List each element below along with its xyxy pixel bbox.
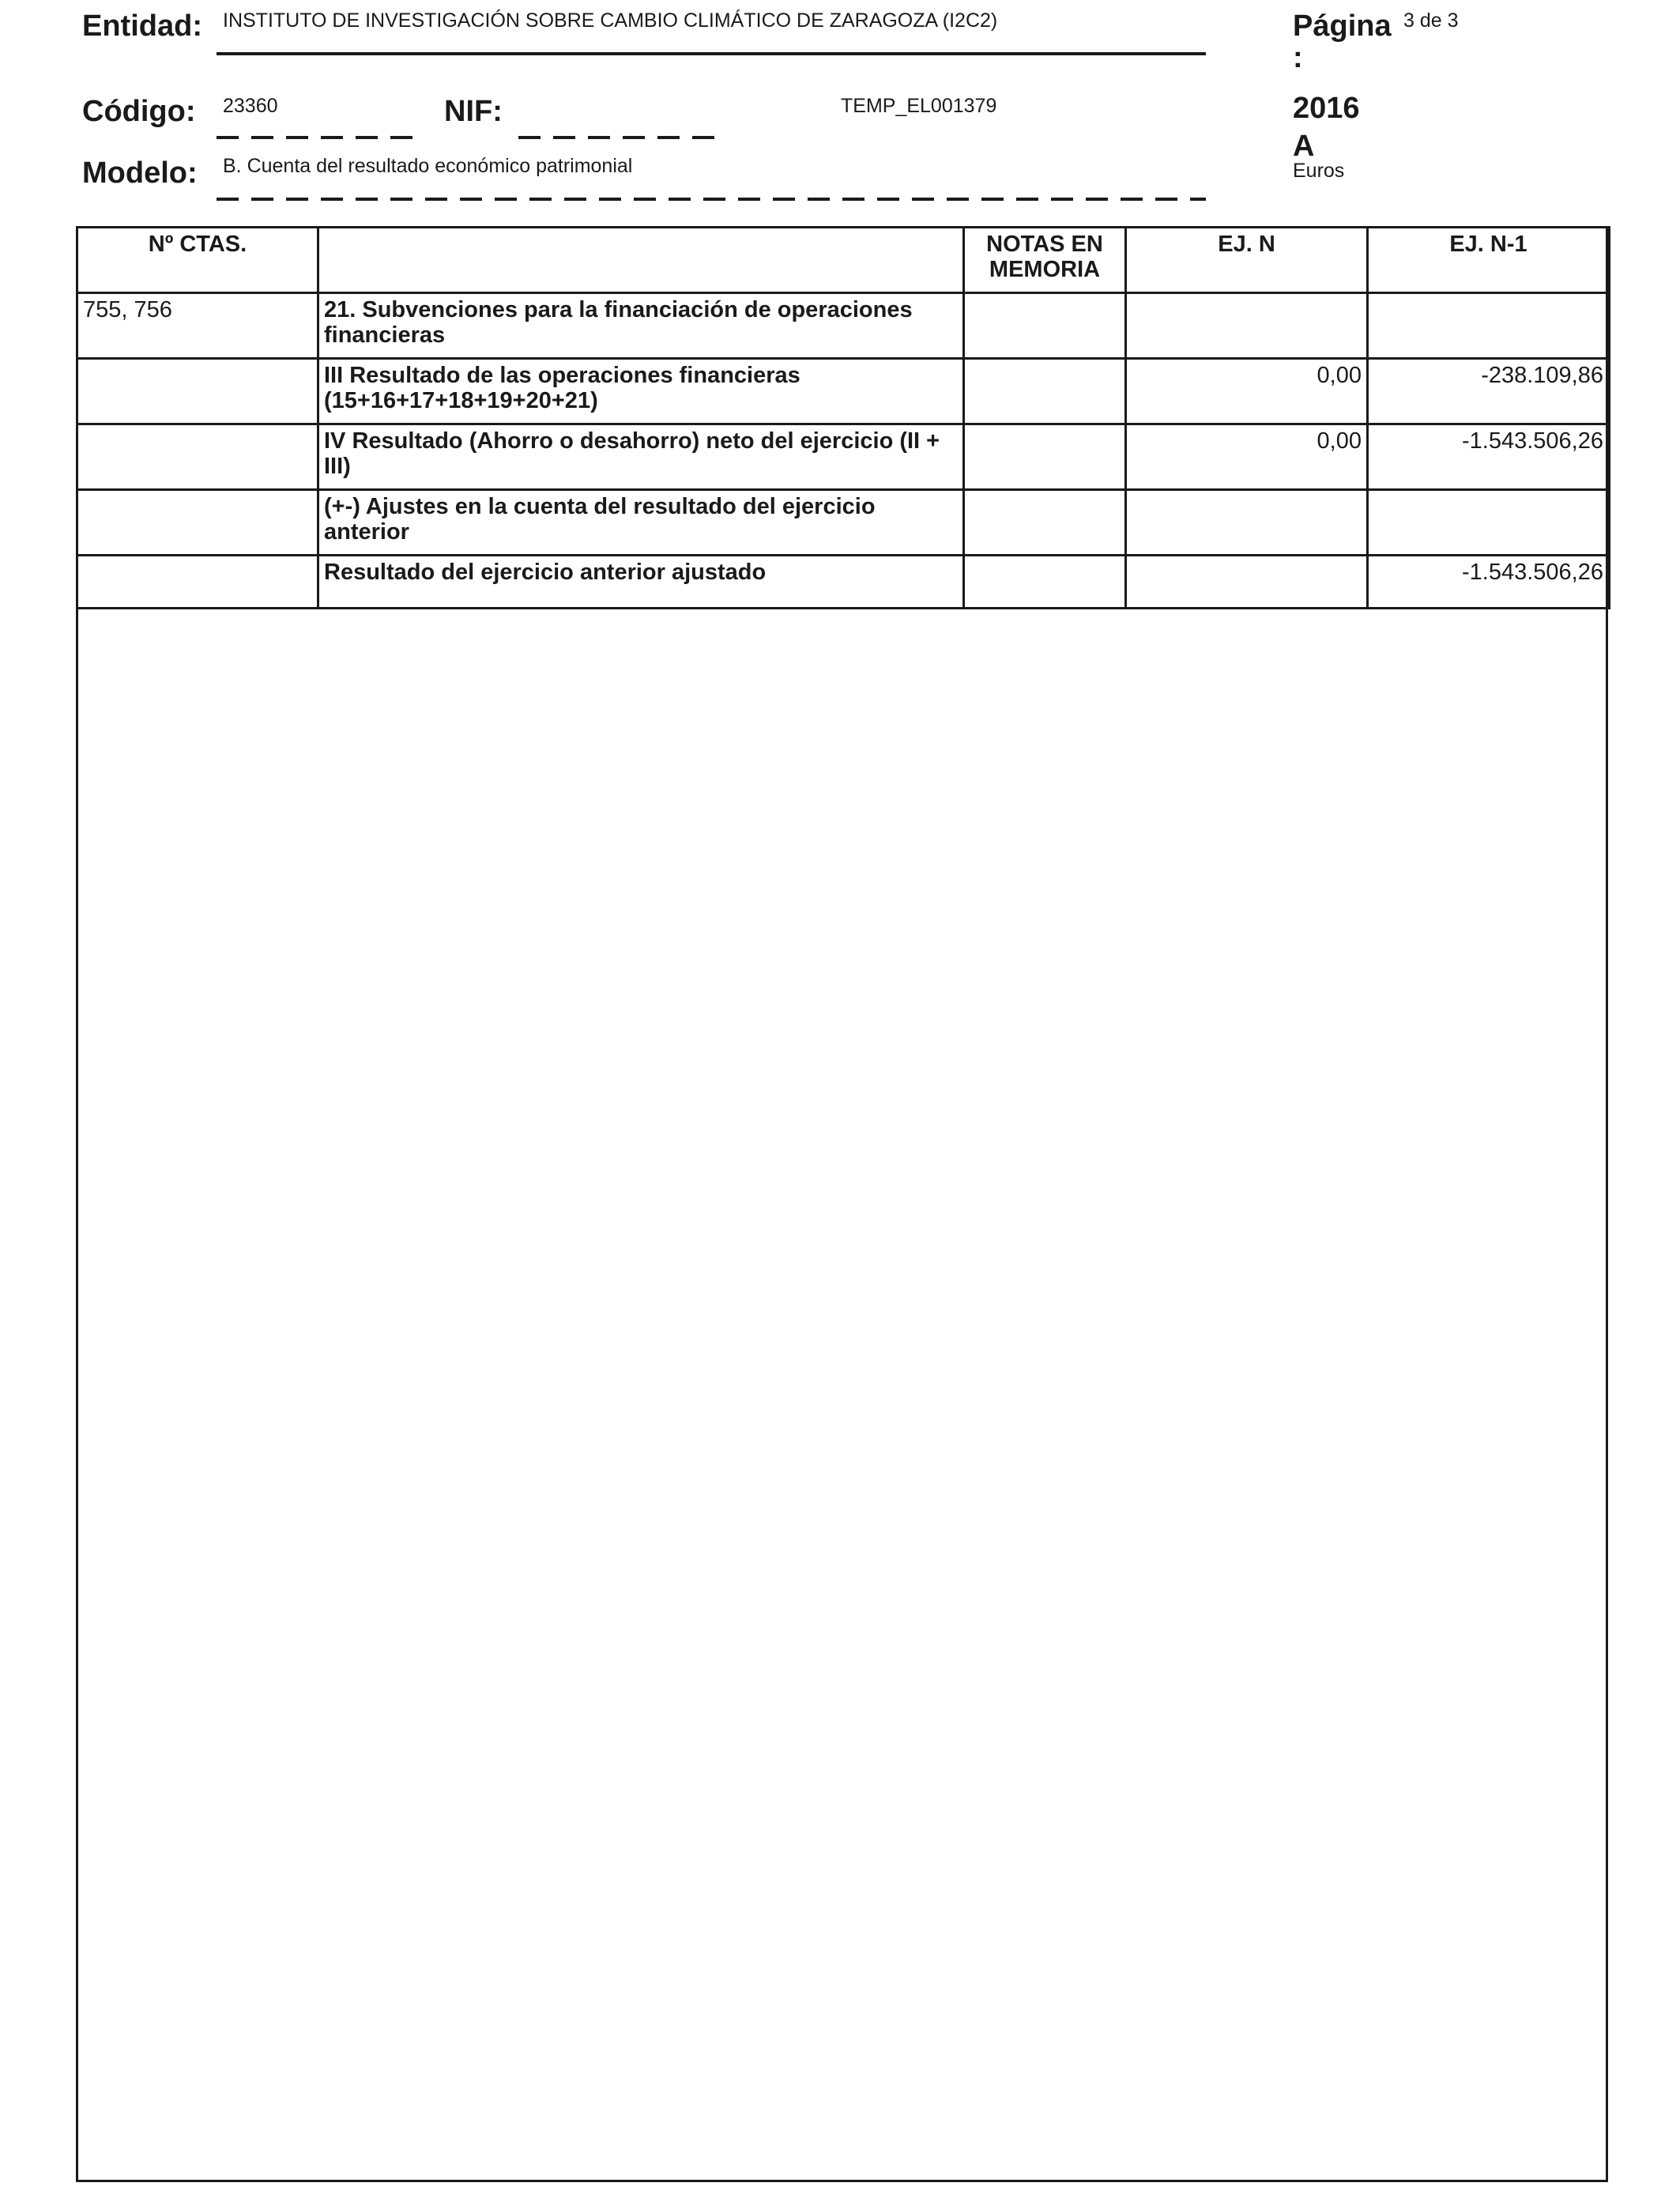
cell-cuentas [77, 359, 318, 424]
nif-underline [518, 136, 722, 139]
cell-ej-n1 [1368, 293, 1610, 359]
cell-ej-n: 0,00 [1126, 424, 1368, 490]
cell-ej-n1: -1.543.506,26 [1368, 556, 1610, 609]
modelo-underline [217, 198, 1206, 201]
cell-ej-n [1126, 556, 1368, 609]
cell-ej-n [1126, 293, 1368, 359]
year-suffix: A [1293, 130, 1315, 163]
modelo-label: Modelo: [82, 156, 198, 190]
cell-cuentas [77, 556, 318, 609]
codigo-label: Código: [82, 95, 196, 128]
cell-descripcion: III Resultado de las operaciones financieras (15+16+17+18+19+20+21) [318, 359, 964, 424]
col-header-notas: NOTAS EN MEMORIA [964, 228, 1126, 293]
pagina-value: 3 de 3 [1403, 9, 1459, 32]
cell-notas [964, 424, 1126, 490]
cell-descripcion: Resultado del ejercicio anterior ajustado [318, 556, 964, 609]
col-header-descripcion [318, 228, 964, 293]
codigo-underline [217, 136, 420, 139]
nif-value: TEMP_EL001379 [841, 95, 997, 117]
nif-label: NIF: [444, 95, 503, 128]
cell-cuentas: 755, 756 [77, 293, 318, 359]
currency-label: Euros [1293, 160, 1345, 182]
table-row [77, 490, 1610, 556]
cell-ej-n: 0,00 [1126, 359, 1368, 424]
cell-ej-n1: -238.109,86 [1368, 359, 1610, 424]
table-row [77, 424, 1610, 490]
modelo-value: B. Cuenta del resultado económico patrimonial [223, 155, 633, 177]
results-table [76, 226, 1610, 609]
cell-cuentas [77, 490, 318, 556]
pagina-label: Página [1293, 9, 1392, 43]
col-header-ej-n: EJ. N [1126, 228, 1368, 293]
cell-ej-n1 [1368, 490, 1610, 556]
cell-notas [964, 490, 1126, 556]
codigo-value: 23360 [223, 95, 278, 117]
entidad-label: Entidad: [82, 9, 202, 43]
table-row [77, 293, 1610, 359]
cell-notas [964, 359, 1126, 424]
table-row [77, 556, 1610, 609]
cell-notas [964, 293, 1126, 359]
entidad-value: INSTITUTO DE INVESTIGACIÓN SOBRE CAMBIO CLIMÁTICO DE ZARAGOZA (I2C2) [223, 9, 998, 32]
cell-descripcion: 21. Subvenciones para la financiación de operaciones financieras [318, 293, 964, 359]
table-row [77, 359, 1610, 424]
cell-notas [964, 556, 1126, 609]
cell-descripcion: (+-) Ajustes en la cuenta del resultado del ejercicio anterior [318, 490, 964, 556]
pagina-colon: : [1293, 41, 1303, 74]
cell-ej-n1: -1.543.506,26 [1368, 424, 1610, 490]
cell-ej-n [1126, 490, 1368, 556]
entidad-underline [217, 52, 1206, 55]
col-header-ej-n1: EJ. N-1 [1368, 228, 1610, 293]
table-header-row [77, 228, 1610, 293]
year-label: 2016 [1293, 92, 1360, 125]
col-header-cuentas: Nº CTAS. [77, 228, 318, 293]
cell-descripcion: IV Resultado (Ahorro o desahorro) neto del ejercicio (II + III) [318, 424, 964, 490]
cell-cuentas [77, 424, 318, 490]
